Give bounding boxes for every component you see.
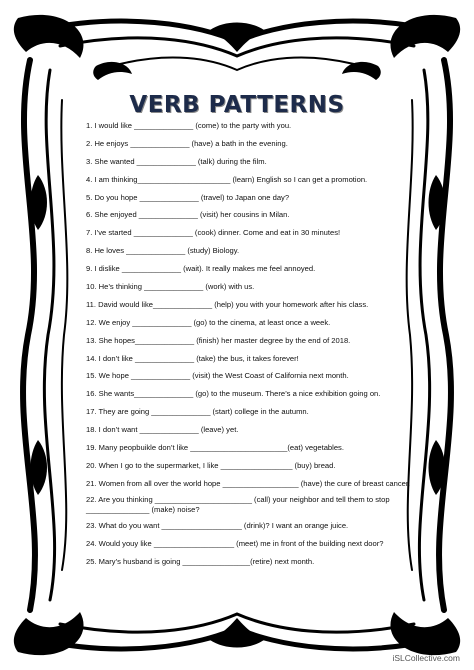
exercise-list xyxy=(86,121,418,574)
exercise-item: 18. I don’t want ______________ (leave) yet. xyxy=(86,425,239,435)
exercise-item: 2. He enjoys ______________ (have) a bath in the evening. xyxy=(86,138,288,148)
exercise-item: 12. We enjoy ______________ (go) to the cinema, at least once a week. xyxy=(86,317,331,327)
exercise-item: 25. Mary’s husband is going ________________(retire) next month. xyxy=(86,556,315,566)
exercise-item: 3. She wanted ______________ (talk) during the film. xyxy=(86,156,267,166)
exercise-item: 14. I don’t like ______________ (take) the bus, it takes forever! xyxy=(86,353,299,363)
exercise-item: 6. She enjoyed ______________ (visit) her cousins in Milan. xyxy=(86,210,290,220)
exercise-item: 8. He loves ______________ (study) Biology. xyxy=(86,246,240,256)
exercise-item: 17. They are going ______________ (start) college in the autumn. xyxy=(86,407,309,417)
exercise-item: 20. When I go to the supermarket, I like _________________ (buy) bread. xyxy=(86,460,336,470)
exercise-item: 10. He’s thinking ______________ (work) with us. xyxy=(86,282,255,292)
exercise-item: 22. Are you thinking _______________________ (call) your neighbor and tell them to stop _______________ (make) noise? xyxy=(86,494,390,514)
exercise-item: 23. What do you want ___________________ (drink)? I want an orange juice. xyxy=(86,520,349,530)
exercise-item: 7. I’ve started ______________ (cook) dinner. Come and eat in 30 minutes! xyxy=(86,228,341,238)
exercise-item: 24. Would youy like ___________________ (meet) me in front of the building next door? xyxy=(86,538,384,548)
exercise-item: 1. I would like ______________ (come) to the party with you. xyxy=(86,121,292,130)
site-credit: iSLCollective.com xyxy=(392,653,460,663)
exercise-item: 21. Women from all over the world hope __________________ (have) the cure of breast cancer. xyxy=(86,478,411,488)
exercise-item: 15. We hope ______________ (visit) the West Coast of California next month. xyxy=(86,371,349,381)
exercise-item: 5. Do you hope ______________ (travel) to Japan one day? xyxy=(86,192,290,202)
worksheet-title: VERB PATTERNS xyxy=(129,92,345,118)
exercise-item: 4. I am thinking______________________ (learn) English so I can get a promotion. xyxy=(86,174,368,184)
exercise-item: 13. She hopes______________ (finish) her master degree by the end of 2018. xyxy=(86,335,351,345)
exercise-item: 16. She wants______________ (go) to the museum. There’s a nice exhibition going on. xyxy=(86,389,381,399)
exercise-item: 19. Many peopbuikle don’t like _______________________(eat) vegetables. xyxy=(86,443,344,453)
exercise-item: 11. David would like______________ (help) you with your homework after his class. xyxy=(86,299,369,309)
exercise-item: 9. I dislike ______________ (wait). It really makes me feel annoyed. xyxy=(86,264,316,274)
